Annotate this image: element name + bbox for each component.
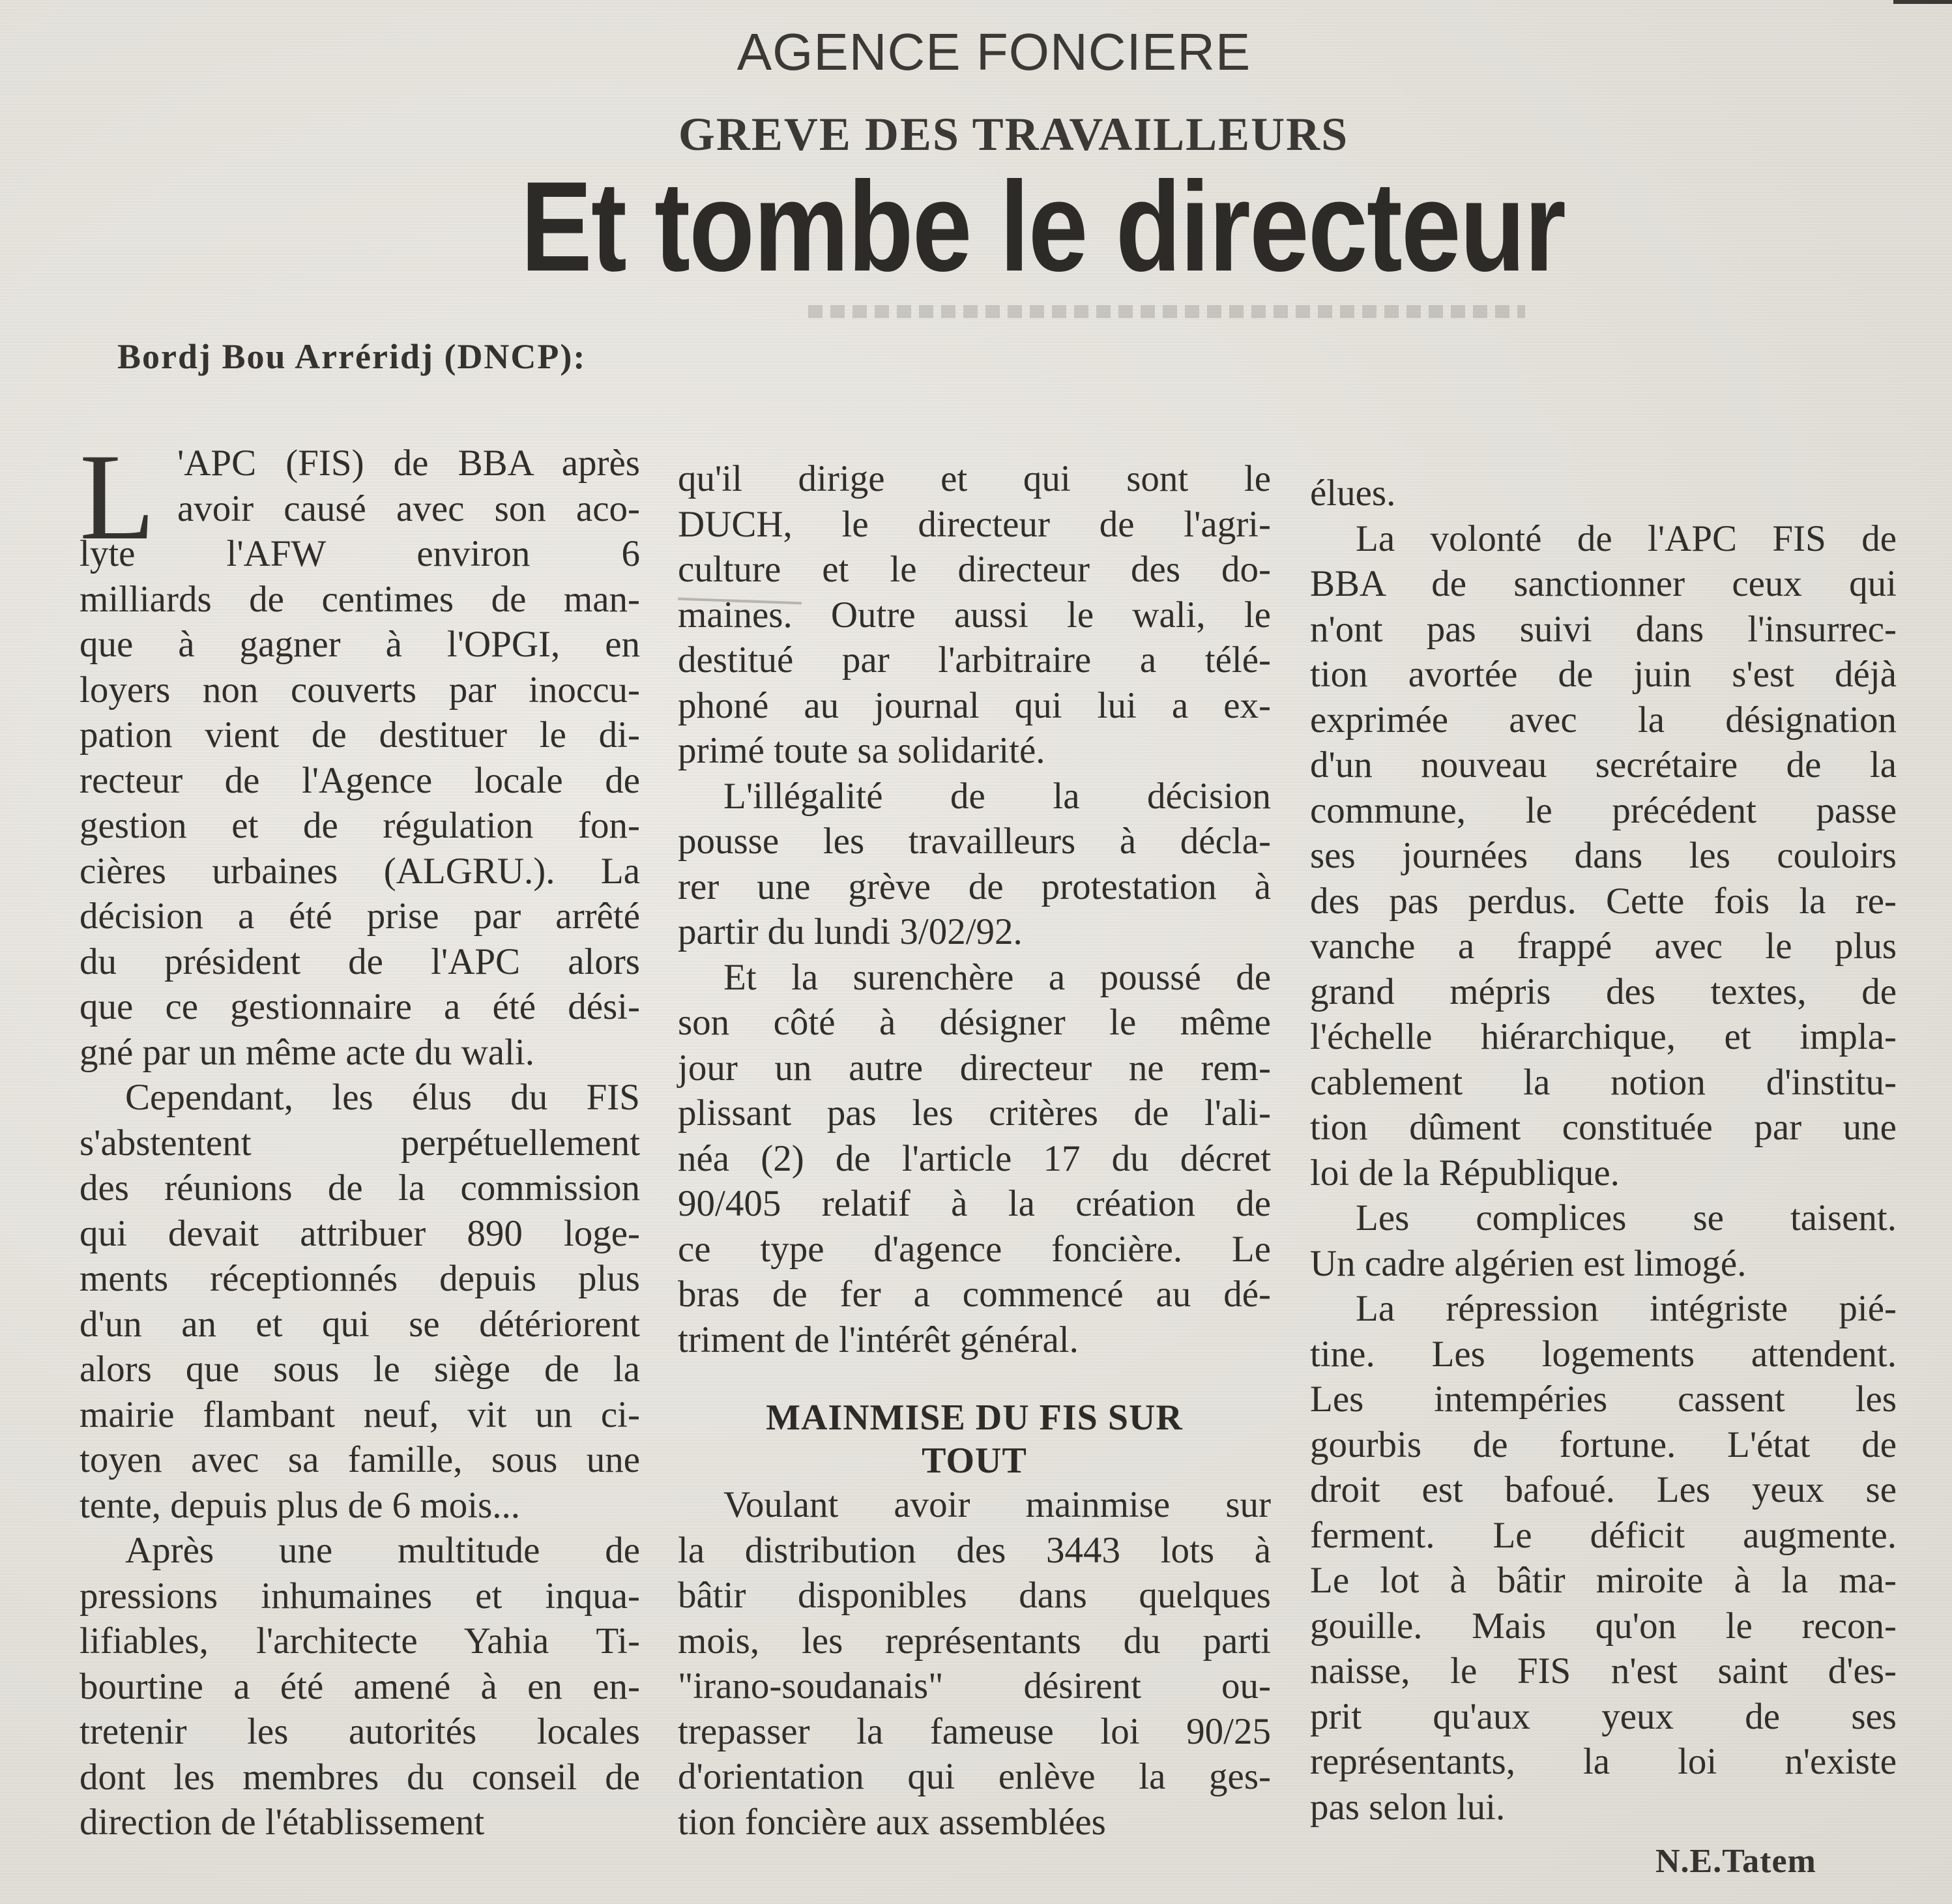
text-line: avoir causé avec son aco-: [177, 488, 640, 529]
text-line: DUCH, le directeur de l'agri-: [678, 503, 1271, 545]
article-column-2: [678, 456, 1271, 1845]
text-line: direction de l'établissement: [80, 1802, 485, 1843]
text-line: trepasser la fameuse loi 90/25: [678, 1710, 1271, 1752]
text-line: des réunions de la commission: [80, 1167, 640, 1208]
text-line: maines. Outre aussi le wali, le: [678, 594, 1271, 636]
article-column-1: [80, 429, 640, 1845]
text-line: néa (2) de l'article 17 du décret: [678, 1137, 1271, 1179]
text-line: bourtine a été amené à en en-: [80, 1665, 640, 1707]
bleed-through-artifact: [808, 305, 1525, 318]
text-line: destitué par l'arbitraire a télé-: [678, 639, 1271, 681]
text-line: phoné au journal qui lui a ex-: [678, 684, 1271, 726]
text-line: jour un autre directeur ne rem-: [678, 1047, 1271, 1089]
subheading-line: MAINMISE DU FIS SUR: [766, 1398, 1183, 1438]
text-line: tion foncière aux assemblées: [678, 1801, 1106, 1843]
text-line: 'APC (FIS) de BBA après: [177, 443, 640, 484]
text-line: recteur de l'Agence locale de: [80, 759, 640, 801]
article-dateline: Bordj Bou Arréridj (DNCP):: [117, 337, 587, 376]
text-line: ses journées dans les couloirs: [1310, 835, 1897, 876]
text-line: vanche a frappé avec le plus: [1310, 926, 1897, 967]
text-line: pressions inhumaines et inqua-: [80, 1575, 640, 1617]
text-line: qui devait attribuer 890 loge-: [80, 1212, 640, 1254]
text-line: culture et le directeur des do-: [678, 549, 1271, 590]
text-line: élues.: [1310, 473, 1396, 514]
text-line: bâtir disponibles dans quelques: [678, 1575, 1271, 1616]
text-line: "irano-soudanais" désirent ou-: [678, 1665, 1271, 1706]
text-line: BBA de sanctionner ceux qui: [1310, 563, 1897, 604]
text-line: 90/405 relatif à la création de: [678, 1183, 1271, 1224]
text-line: Le lot à bâtir miroite à la ma-: [1310, 1560, 1897, 1601]
text-line: d'un an et qui se détériorent: [80, 1303, 640, 1345]
text-line: Après une multitude de: [125, 1530, 640, 1571]
text-line: La répression intégriste pié-: [1356, 1288, 1897, 1329]
text-line: cablement la notion d'institu-: [1310, 1061, 1897, 1103]
text-line: Et la surenchère a poussé de: [723, 956, 1271, 998]
text-line: ments réceptionnés depuis plus: [80, 1258, 640, 1299]
text-line: L'illégalité de la décision: [723, 775, 1271, 817]
text-line: mois, les représentants du parti: [678, 1620, 1271, 1662]
text-line: droit est bafoué. Les yeux se: [1310, 1469, 1897, 1510]
text-line: naisse, le FIS n'est saint d'es-: [1310, 1650, 1897, 1692]
text-line: décision a été prise par arrêté: [80, 896, 640, 937]
text-line: plissant pas les critères de l'ali-: [678, 1092, 1271, 1134]
text-line: tretenir les autorités locales: [80, 1711, 640, 1752]
text-line: exprimée avec la désignation: [1310, 699, 1897, 740]
article-column-3: [1310, 471, 1897, 1830]
text-line: cières urbaines (ALGRU.). La: [80, 850, 640, 892]
text-line: loyers non couverts par inoccu-: [80, 669, 640, 710]
text-line: lifiables, l'architecte Yahia Ti-: [80, 1620, 640, 1662]
text-line: triment de l'intérêt général.: [678, 1319, 1079, 1360]
text-line: partir du lundi 3/02/92.: [678, 911, 1023, 952]
text-line: dont les membres du conseil de: [80, 1756, 640, 1798]
text-line: ce type d'agence foncière. Le: [678, 1228, 1271, 1270]
text-line: tine. Les logements attendent.: [1310, 1333, 1897, 1375]
text-line: La volonté de l'APC FIS de: [1356, 518, 1897, 559]
text-line: lyte l'AFW environ 6: [80, 533, 640, 574]
text-line: d'un nouveau secrétaire de la: [1310, 744, 1897, 785]
article-headline: Et tombe le directeur: [520, 155, 1566, 298]
text-line: n'ont pas suivi dans l'insurrec-: [1310, 608, 1897, 650]
text-line: gestion et de régulation fon-: [80, 805, 640, 846]
text-line: Cependant, les élus du FIS: [125, 1077, 640, 1118]
scan-edge-mark: [1893, 0, 1952, 4]
text-line: d'orientation qui enlève la ges-: [678, 1756, 1271, 1797]
text-line: Les intempéries cassent les: [1310, 1379, 1897, 1420]
text-line: gourbis de fortune. L'état de: [1310, 1424, 1897, 1465]
section-subheading: [678, 1396, 1271, 1482]
text-line: primé toute sa solidarité.: [678, 730, 1045, 771]
text-line: gouille. Mais qu'on le recon-: [1310, 1605, 1897, 1647]
text-line: alors que sous le siège de la: [80, 1349, 640, 1390]
text-line: la distribution des 3443 lots à: [678, 1529, 1271, 1571]
text-line: pas selon lui.: [1310, 1786, 1506, 1828]
text-line: que ce gestionnaire a été dési-: [80, 986, 640, 1027]
text-line: bras de fer a commencé au dé-: [678, 1274, 1271, 1315]
text-line: tente, depuis plus de 6 mois...: [80, 1484, 521, 1526]
text-line: Voulant avoir mainmise sur: [723, 1484, 1271, 1525]
text-line: pation vient de destituer le di-: [80, 714, 640, 755]
text-line: toyen avec sa famille, sous une: [80, 1439, 640, 1480]
text-line: grand mépris des textes, de: [1310, 971, 1897, 1012]
text-line: prit qu'aux yeux de ses: [1310, 1695, 1897, 1737]
text-line: rer une grève de protestation à: [678, 866, 1271, 907]
text-line: Les complices se taisent.: [1356, 1197, 1897, 1238]
text-line: que à gagner à l'OPGI, en: [80, 624, 640, 665]
text-line: des pas perdus. Cette fois la re-: [1310, 880, 1897, 922]
text-line: tion dûment constituée par une: [1310, 1107, 1897, 1148]
text-line: pousse les travailleurs à décla-: [678, 821, 1271, 862]
text-line: tion avortée de juin s'est déjà: [1310, 654, 1897, 695]
drop-cap: L: [80, 429, 156, 566]
text-line: gné par un même acte du wali.: [80, 1031, 534, 1073]
subheading-line: TOUT: [922, 1441, 1027, 1481]
article-kicker: AGENCE FONCIERE: [736, 23, 1251, 81]
article-byline: N.E.Tatem: [1655, 1843, 1816, 1880]
text-line: commune, le précédent passe: [1310, 789, 1897, 831]
text-line: Un cadre algérien est limogé.: [1310, 1242, 1747, 1284]
text-line: son côté à désigner le même: [678, 1002, 1271, 1043]
article-subkicker: GREVE DES TRAVAILLEURS: [678, 108, 1349, 160]
text-line: mairie flambant neuf, vit un ci-: [80, 1394, 640, 1435]
text-line: qu'il dirige et qui sont le: [678, 458, 1271, 499]
text-line: loi de la République.: [1310, 1152, 1620, 1194]
text-line: représentants, la loi n'existe: [1310, 1741, 1897, 1782]
text-line: ferment. Le déficit augmente.: [1310, 1514, 1897, 1556]
text-line: s'abstentent perpétuellement: [80, 1122, 640, 1164]
text-line: milliards de centimes de man-: [80, 578, 640, 620]
text-line: l'échelle hiérarchique, et impla-: [1310, 1016, 1897, 1057]
text-line: du président de l'APC alors: [80, 941, 640, 982]
